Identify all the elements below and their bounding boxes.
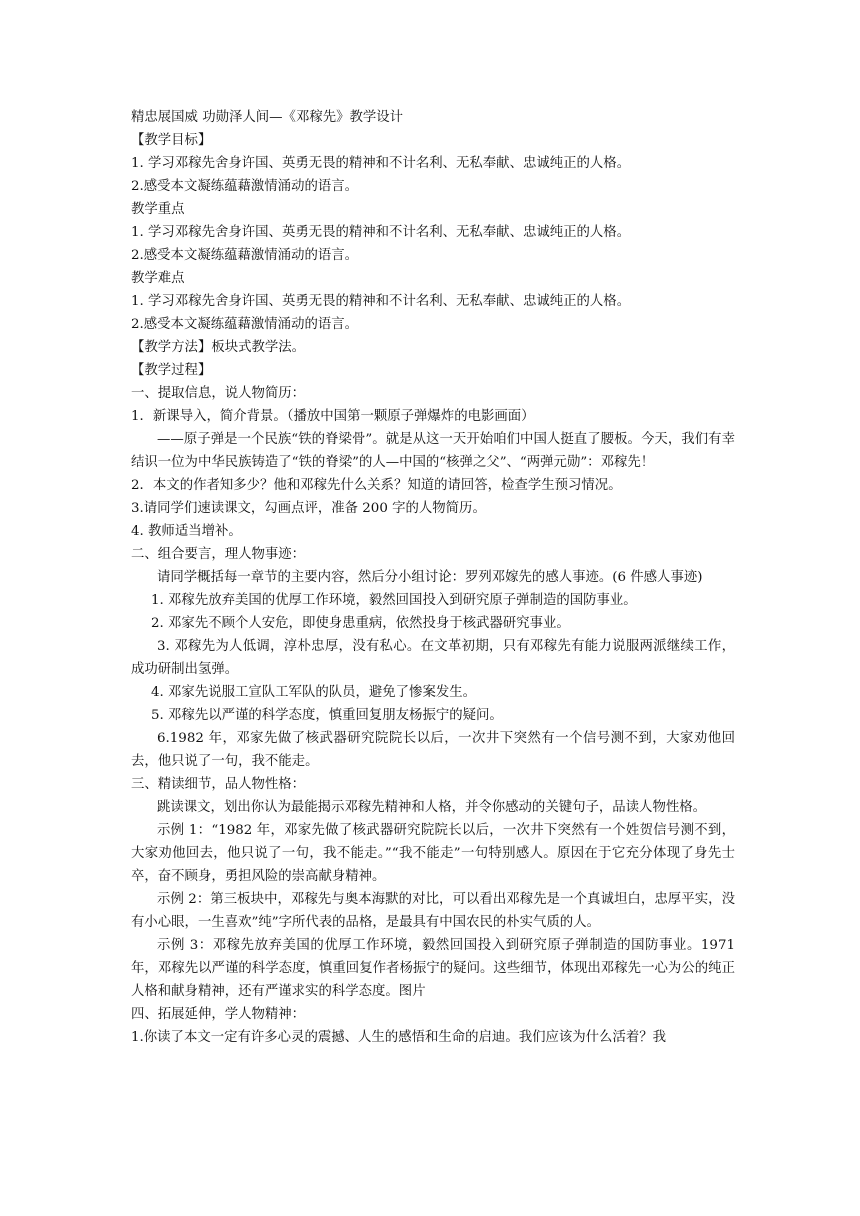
section3-example: 示例 2：第三板块中，邓稼先与奥本海默的对比，可以看出邓稼先是一个真诚坦白，忠厚平实，没有小心眼，一生喜欢”纯”字所代表的品格，是最具有中国农民的朴实气质的人。 bbox=[131, 892, 735, 930]
section2-item: 4. 邓家先说服工宣队工军队的队员，避免了惨案发生。 bbox=[151, 685, 477, 700]
objective-item: 2.感受本文凝练蕴藉激情涌动的语言。 bbox=[131, 179, 359, 194]
difficulties-heading: 教学难点 bbox=[131, 271, 185, 286]
document-title: 精忠展国威 功勋泽人间—《邓稼先》教学设计 bbox=[131, 110, 404, 125]
difficulty-item: 1. 学习邓稼先舍身许国、英勇无畏的精神和不计名利、无私奉献、忠诚纯正的人格。 bbox=[131, 294, 631, 309]
section1-item: 2．本文的作者知多少？他和邓稼先什么关系？知道的请回答，检查学生预习情况。 bbox=[131, 478, 622, 493]
key-point-item: 1. 学习邓稼先舍身许国、英勇无畏的精神和不计名利、无私奉献、忠诚纯正的人格。 bbox=[131, 225, 631, 240]
section4-item: 1.你读了本文一定有许多心灵的震撼、人生的感悟和生命的启迪。我们应该为什么活着？我 bbox=[131, 1030, 667, 1045]
section2-item: 5. 邓稼先以严谨的科学态度，慎重回复朋友杨振宁的疑问。 bbox=[151, 708, 503, 723]
objective-item: 1. 学习邓稼先舍身许国、英勇无畏的精神和不计名利、无私奉献、忠诚纯正的人格。 bbox=[131, 156, 631, 171]
document-page bbox=[131, 106, 735, 1049]
section-heading: 四、拓展延伸，学人物精神： bbox=[131, 1007, 306, 1022]
section2-item: 1. 邓稼先放弃美国的优厚工作环境，毅然回国投入到研究原子弹制造的国防事业。 bbox=[151, 593, 637, 608]
section2-item: 6.1982 年，邓家先做了核武器研究院院长以后，一次井下突然有一个信号测不到，大家劝他回去，他只说了一句，我不能走。 bbox=[131, 731, 735, 769]
section2-item: 3. 邓稼先为人低调，淳朴忠厚，没有私心。在文革初期，只有邓稼先有能力说服两派继续工作，成功研制出氢弹。 bbox=[131, 639, 735, 677]
section-heading: 三、精读细节，品人物性格： bbox=[131, 777, 306, 792]
process-heading: 【教学过程】 bbox=[131, 363, 212, 378]
section3-intro: 跳读课文，划出你认为最能揭示邓稼先精神和人格，并令你感动的关键句子，品读人物性格。 bbox=[157, 800, 707, 815]
section2-intro: 请同学概括每一章节的主要内容，然后分小组讨论：罗列邓嫁先的感人事迹。(6 件感人事迹) bbox=[157, 570, 703, 585]
section2-item: 2. 邓家先不顾个人安危，即使身患重病，依然投身于核武器研究事业。 bbox=[151, 616, 570, 631]
teaching-method: 【教学方法】板块式教学法。 bbox=[131, 340, 306, 355]
key-points-heading: 教学重点 bbox=[131, 202, 185, 217]
section3-example: 示例 3：邓稼先放弃美国的优厚工作环境，毅然回国投入到研究原子弹制造的国防事业。1971 年，邓稼先以严谨的科学态度，慎重回复作者杨振宁的疑问。这些细节，体现出邓稼先一心为公的纯正人格和献身精神，还有严谨求实的科学态度。图片 bbox=[131, 938, 735, 999]
section1-item: 4. 教师适当增补。 bbox=[131, 524, 242, 539]
section3-example: 示例 1：“1982 年，邓家先做了核武器研究院院长以后，一次井下突然有一个姓贺信号测不到，大家劝他回去，他只说了一句，我不能走。”“我不能走”一句特别感人。原因在于它充分体现了身先士卒，奋不顾身，勇担风险的崇高献身精神。 bbox=[131, 823, 735, 884]
key-point-item: 2.感受本文凝练蕴藉激情涌动的语言。 bbox=[131, 248, 359, 263]
section1-item: 1．新课导入，简介背景。（播放中国第一颗原子弹爆炸的电影画面） bbox=[131, 409, 535, 424]
section1-paragraph: ——原子弹是一个民族“铁的脊梁骨”。就是从这一天开始咱们中国人挺直了腰板。今天，我们有幸结识一位为中华民族铸造了“铁的脊梁”的人—中国的“核弹之父”、“两弹元勋”：邓稼先！ bbox=[131, 432, 735, 470]
difficulty-item: 2.感受本文凝练蕴藉激情涌动的语言。 bbox=[131, 317, 359, 332]
section-heading: 一、提取信息，说人物简历： bbox=[131, 386, 306, 401]
objectives-heading: 【教学目标】 bbox=[131, 133, 212, 148]
section1-item: 3.请同学们速读课文，勾画点评，准备 200 字的人物简历。 bbox=[131, 501, 486, 516]
section-heading: 二、组合要言，理人物事迹： bbox=[131, 547, 306, 562]
